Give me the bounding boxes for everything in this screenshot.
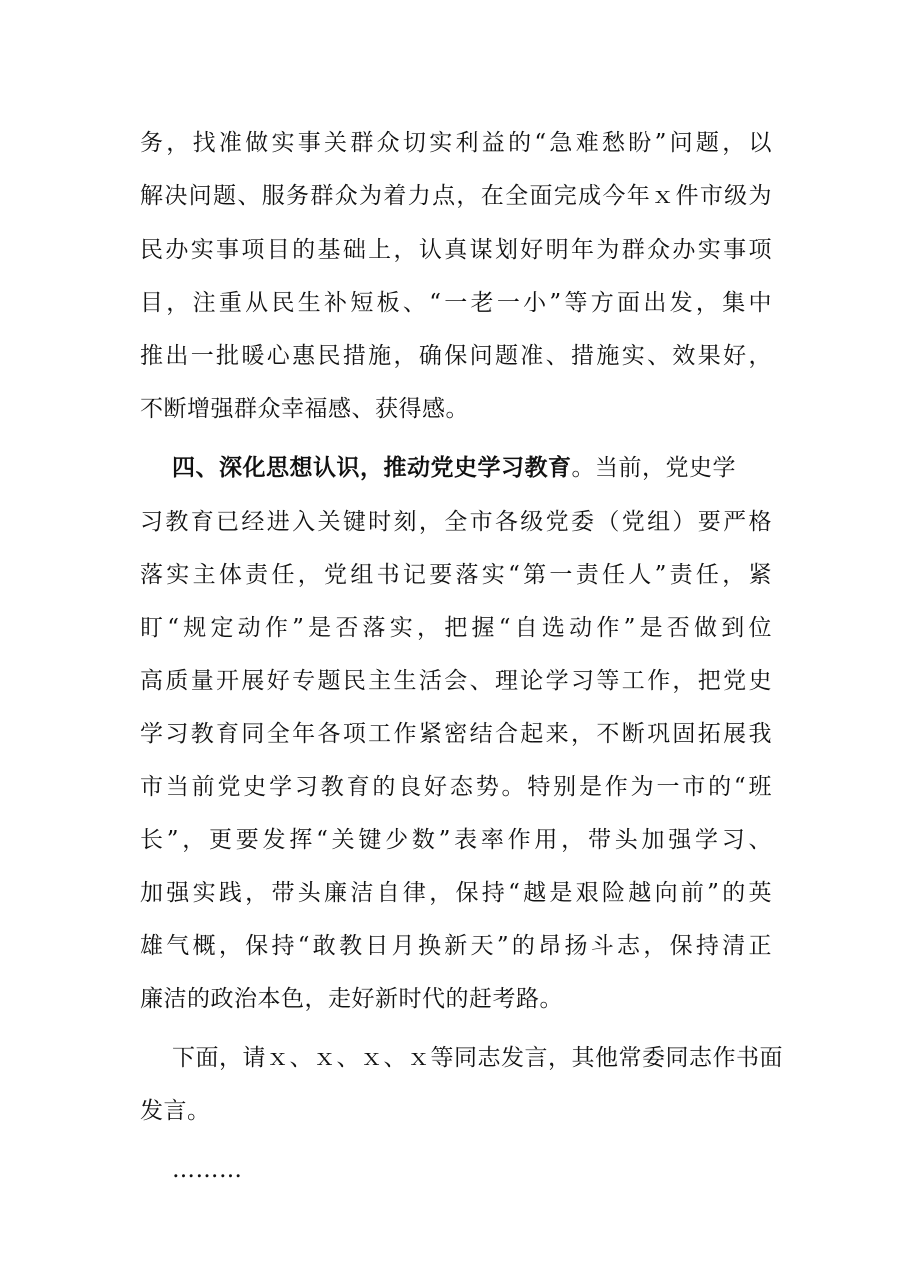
paragraph-2-line-11: 廉洁的政治本色，走好新时代的赶考路。 bbox=[140, 986, 563, 1012]
paragraph-1-line-2: 解决问题、服务群众为着力点，在全面完成今年ｘ件市级为 bbox=[140, 183, 772, 209]
paragraph-2-line-1-rest: 。当前，党史学 bbox=[571, 455, 736, 481]
paragraph-1-line-6: 不断增强群众幸福感、获得感。 bbox=[140, 396, 469, 422]
paragraph-1-line-3: 民办实事项目的基础上，认真谋划好明年为群众办实事项 bbox=[140, 237, 772, 263]
paragraph-3-line-2: 发言。 bbox=[140, 1098, 211, 1124]
paragraph-2-line-10: 雄气概，保持“敢教日月换新天”的昂扬斗志，保持清正 bbox=[140, 933, 772, 959]
paragraph-2-line-5: 高质量开展好专题民主生活会、理论学习等工作，把党史 bbox=[140, 668, 772, 694]
paragraph-3-line-1: 下面，请ｘ、ｘ、ｘ、ｘ等同志发言，其他常委同志作书面 bbox=[172, 1045, 783, 1071]
paragraph-2-line-8: 长”，更要发挥“关键少数”表率作用，带头加强学习、 bbox=[140, 827, 772, 853]
paragraph-2-line-7: 市当前党史学习教育的良好态势。特别是作为一市的“班 bbox=[140, 774, 772, 800]
paragraph-2-line-3: 落实主体责任，党组书记要落实“第一责任人”责任，紧 bbox=[140, 562, 772, 588]
section-heading: 四、深化思想认识，推动党史学习教育 bbox=[172, 454, 572, 481]
paragraph-1-line-4: 目，注重从民生补短板、“一老一小”等方面出发，集中 bbox=[140, 290, 772, 316]
paragraph-2-line-2: 习教育已经进入关键时刻，全市各级党委（党组）要严格 bbox=[140, 509, 772, 535]
paragraph-2-line-6: 学习教育同全年各项工作紧密结合起来，不断巩固拓展我 bbox=[140, 721, 772, 747]
paragraph-2-line-1 bbox=[172, 453, 736, 483]
paragraph-1-line-5: 推出一批暖心惠民措施，确保问题准、措施实、效果好， bbox=[140, 343, 772, 369]
paragraph-1-line-1: 务，找准做实事关群众切实利益的“急难愁盼”问题，以 bbox=[140, 130, 772, 156]
ellipsis: ……… bbox=[172, 1157, 243, 1183]
paragraph-2-line-9: 加强实践，带头廉洁自律，保持“越是艰险越向前”的英 bbox=[140, 880, 772, 906]
paragraph-2-line-4: 盯“规定动作”是否落实，把握“自选动作”是否做到位 bbox=[140, 615, 772, 641]
